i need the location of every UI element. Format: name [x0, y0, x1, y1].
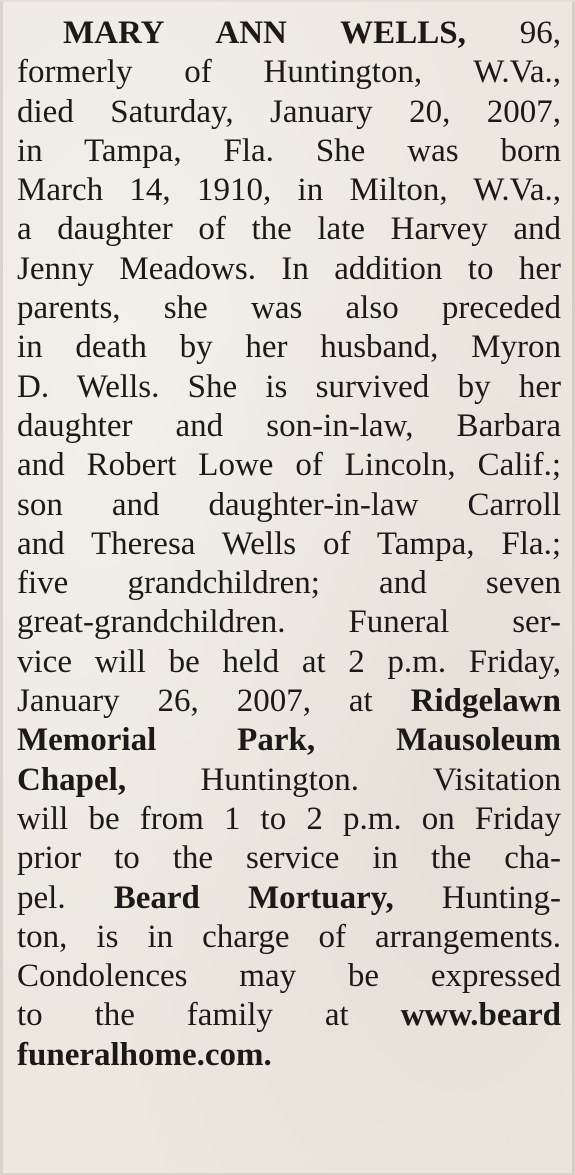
obituary-line: [17, 996, 561, 1035]
obituary-line: [17, 328, 561, 367]
obituary-line: [17, 1036, 561, 1075]
obituary-line: [17, 643, 561, 682]
body-text: in Tampa, Fla. She was born: [17, 132, 561, 169]
body-text: Jenny Meadows. In addition to her: [17, 250, 561, 287]
body-text: 96,: [465, 15, 561, 51]
obituary-line: [17, 957, 561, 996]
body-text: will be from 1 to 2 p.m. on Friday: [17, 800, 561, 837]
obituary-line: [17, 446, 561, 485]
body-text: D. Wells. She is survived by her: [17, 368, 561, 405]
body-text: daughter and son-in-law, Barbara: [17, 407, 561, 444]
body-text: to the family at: [17, 997, 401, 1034]
obituary-line: [17, 368, 561, 407]
body-text: pel.: [17, 879, 114, 916]
body-text: Hunting-: [393, 879, 561, 916]
body-text: Condolences may be expressed: [17, 958, 561, 995]
obituary-line: [17, 721, 561, 760]
obituary-line: [17, 250, 561, 289]
body-text: Huntington. Visitation: [126, 761, 561, 798]
body-text: vice will be held at 2 p.m. Friday,: [17, 643, 561, 680]
obituary-line: [17, 210, 561, 249]
body-text: son and daughter-in-law Carroll: [17, 486, 561, 523]
obituary-line: [17, 879, 561, 918]
obituary-line: [17, 603, 561, 642]
obituary-line: [17, 918, 561, 957]
bold-text: Memorial Park, Mausoleum: [17, 722, 561, 759]
bold-text: Chapel,: [17, 761, 127, 798]
bold-text: Ridgelawn: [410, 683, 561, 720]
bold-text: MARY ANN WELLS,: [63, 15, 466, 51]
obituary-line: [17, 839, 561, 878]
obituary-line: [17, 486, 561, 525]
body-text: prior to the service in the cha-: [17, 840, 561, 877]
obituary-line: [17, 564, 561, 603]
body-text: a daughter of the late Harvey and: [17, 211, 561, 248]
body-text: ton, is in charge of arrangements.: [17, 918, 561, 955]
obituary-line: [17, 53, 561, 92]
body-text: in death by her husband, Myron: [17, 329, 561, 366]
obituary-line: [17, 93, 561, 132]
body-text: parents, she was also preceded: [17, 290, 561, 327]
bold-text: www.beard: [400, 997, 561, 1034]
body-text: and Theresa Wells of Tampa, Fla.;: [17, 525, 561, 562]
obituary-line: [17, 14, 561, 53]
obituary-line: [17, 682, 561, 721]
bold-text: Beard Mortuary,: [113, 879, 394, 916]
bold-text: funeralhome.com.: [17, 1036, 272, 1073]
body-text: five grandchildren; and seven: [17, 565, 561, 602]
obituary-line: [17, 761, 561, 800]
body-text: and Robert Lowe of Lincoln, Calif.;: [17, 447, 561, 484]
body-text: great-grandchildren. Funeral ser-: [17, 604, 561, 641]
body-text: January 26, 2007, at: [17, 683, 411, 720]
obituary-line: [17, 525, 561, 564]
body-text: formerly of Huntington, W.Va.,: [17, 54, 561, 91]
obituary-line: [17, 289, 561, 328]
obituary-text: [17, 14, 561, 1075]
obituary-line: [17, 407, 561, 446]
obituary-line: [17, 132, 561, 171]
obituary-line: [17, 800, 561, 839]
body-text: March 14, 1910, in Milton, W.Va.,: [17, 172, 561, 209]
body-text: died Saturday, January 20, 2007,: [17, 93, 561, 130]
obituary-line: [17, 171, 561, 210]
